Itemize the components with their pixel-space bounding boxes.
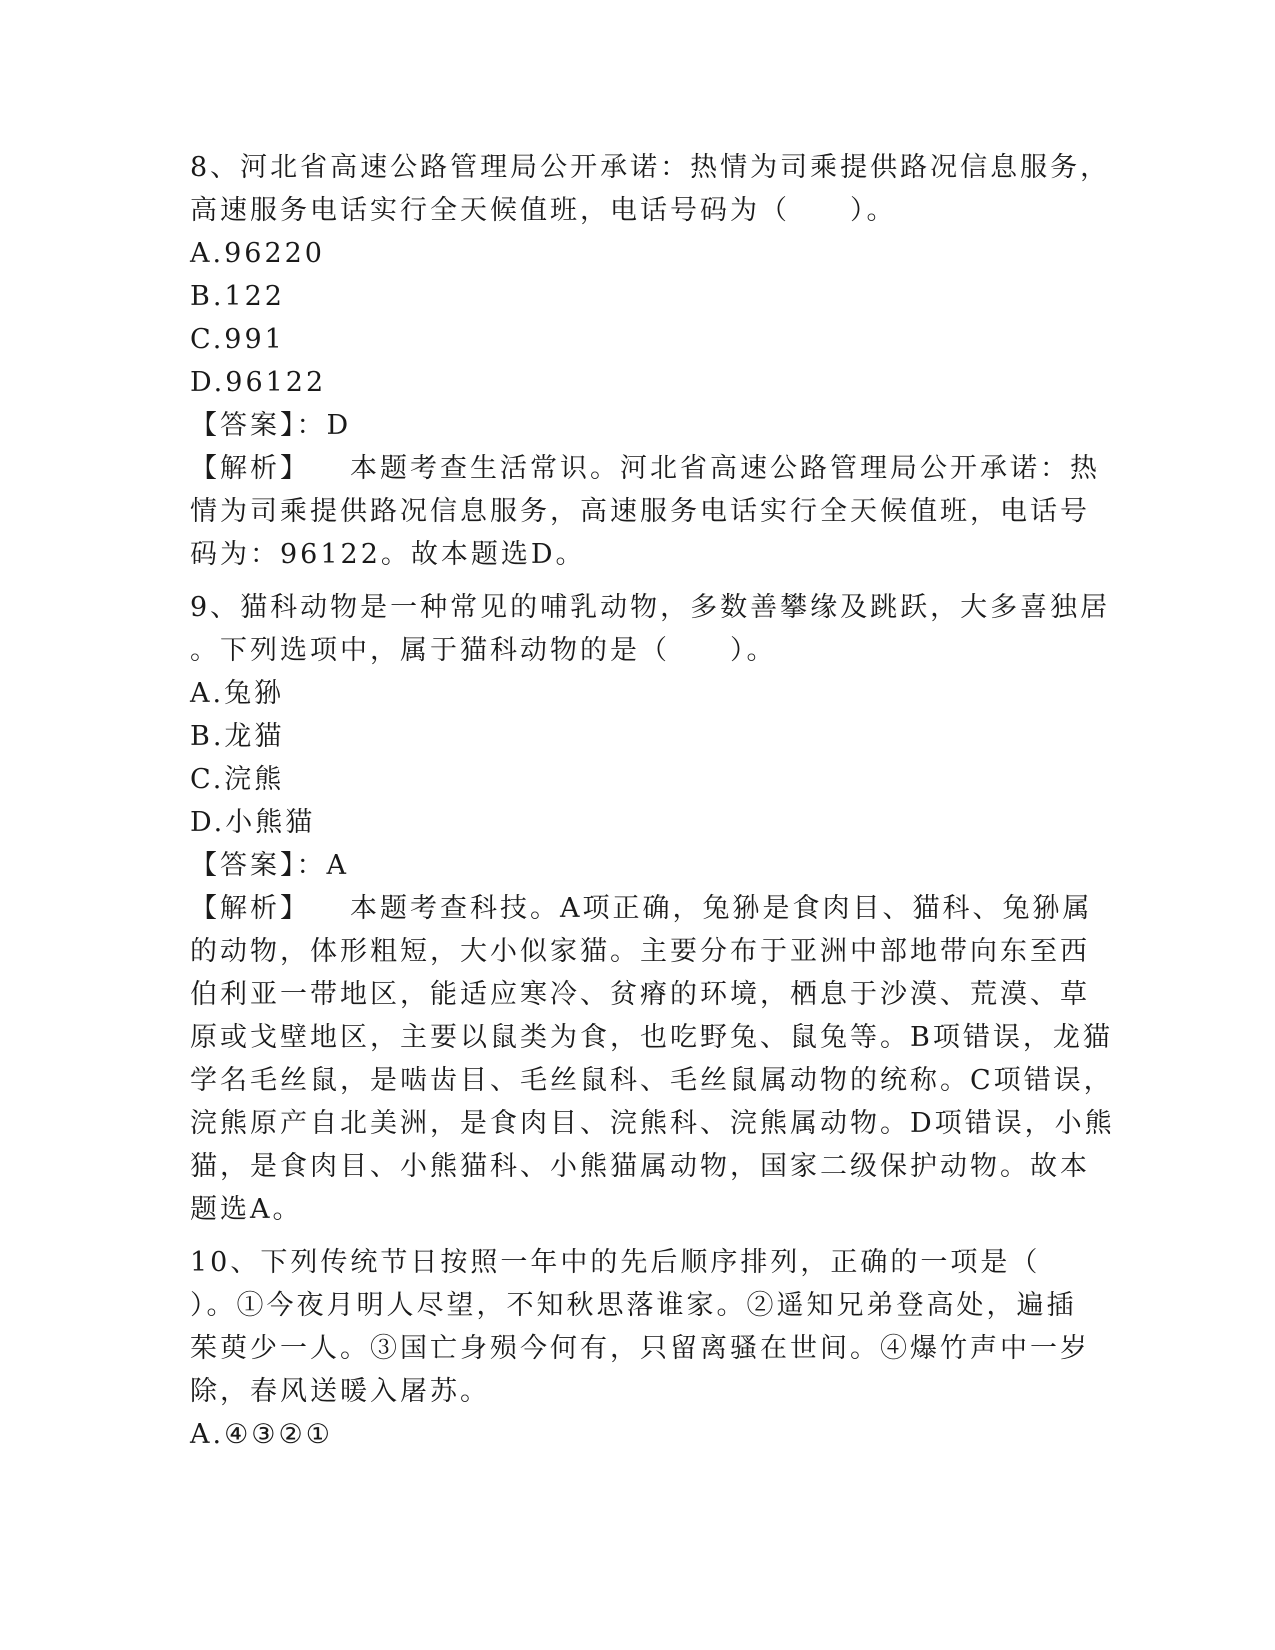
question-10-stem-line-2: ）。①今夜月明人尽望，不知秋思落谁家。②遥知兄弟登高处，遍插 xyxy=(190,1290,1077,1321)
question-9-analysis-line-4: 原或戈壁地区，主要以鼠类为食，也吃野兔、鼠兔等。B项错误，龙猫 xyxy=(190,1022,1113,1053)
question-9-analysis-line-3: 伯利亚一带地区，能适应寒冷、贫瘠的环境，栖息于沙漠、荒漠、草 xyxy=(190,979,1090,1010)
question-9-analysis-text-1: 本题考查科技。A项正确，兔狲是食肉目、猫科、兔狲属 xyxy=(350,893,1093,924)
question-8-option-d: D.96122 xyxy=(190,367,327,398)
question-9-stem-line-1: 9、猫科动物是一种常见的哺乳动物，多数善攀缘及跳跃，大多喜独居 xyxy=(190,592,1111,623)
question-9-analysis-line-8: 题选A。 xyxy=(190,1194,303,1225)
question-9-analysis-line-2: 的动物，体形粗短，大小似家猫。主要分布于亚洲中部地带向东至西 xyxy=(190,936,1090,967)
question-9-analysis-line-6: 浣熊原产自北美洲，是食肉目、浣熊科、浣熊属动物。D项错误，小熊 xyxy=(190,1108,1115,1139)
question-8-option-b: B.122 xyxy=(190,281,285,312)
question-8-option-a: A.96220 xyxy=(190,238,325,269)
question-8-analysis-line-2: 情为司乘提供路况信息服务，高速服务电话实行全天候值班，电话号 xyxy=(190,496,1090,527)
question-9-stem-line-2: 。下列选项中，属于猫科动物的是（ ）。 xyxy=(190,635,777,666)
question-9-option-d: D.小熊猫 xyxy=(190,807,316,838)
question-9-option-c: C.浣熊 xyxy=(190,764,285,795)
question-10-stem-line-4: 除，春风送暖入屠苏。 xyxy=(190,1376,490,1407)
question-8-analysis-line-1 xyxy=(190,447,1100,490)
question-8-option-c: C.991 xyxy=(190,324,285,355)
question-9-option-a: A.兔狲 xyxy=(190,678,285,709)
question-9-analysis-line-7: 猫，是食肉目、小熊猫科、小熊猫属动物，国家二级保护动物。故本 xyxy=(190,1151,1090,1182)
question-8-stem-line-1: 8、河北省高速公路管理局公开承诺：热情为司乘提供路况信息服务， xyxy=(190,152,1111,183)
question-10-stem-line-1: 10、下列传统节日按照一年中的先后顺序排列，正确的一项是（ xyxy=(190,1247,1041,1278)
question-8-answer: 【答案】：D xyxy=(190,410,352,441)
question-9-answer: 【答案】：A xyxy=(190,850,349,881)
question-8-analysis-text-1: 本题考查生活常识。河北省高速公路管理局公开承诺：热 xyxy=(350,453,1100,484)
document-page xyxy=(190,146,1115,1456)
question-9-analysis-label: 【解析】 xyxy=(190,893,310,924)
question-8-stem-line-2: 高速服务电话实行全天候值班，电话号码为（ ）。 xyxy=(190,195,897,226)
question-9-option-b: B.龙猫 xyxy=(190,721,285,752)
question-8 xyxy=(190,146,1111,576)
question-8-analysis-line-3: 码为：96122。故本题选D。 xyxy=(190,539,586,570)
question-8-analysis-label: 【解析】 xyxy=(190,453,310,484)
question-10-option-a: A.④③②① xyxy=(190,1419,333,1450)
question-10-stem-line-3: 茱萸少一人。③国亡身殒今何有，只留离骚在世间。④爆竹声中一岁 xyxy=(190,1333,1090,1364)
question-9 xyxy=(190,586,1115,1231)
question-9-analysis-line-5: 学名毛丝鼠，是啮齿目、毛丝鼠科、毛丝鼠属动物的统称。C项错误， xyxy=(190,1065,1114,1096)
question-9-analysis-line-1 xyxy=(190,887,1093,930)
question-10 xyxy=(190,1241,1090,1456)
